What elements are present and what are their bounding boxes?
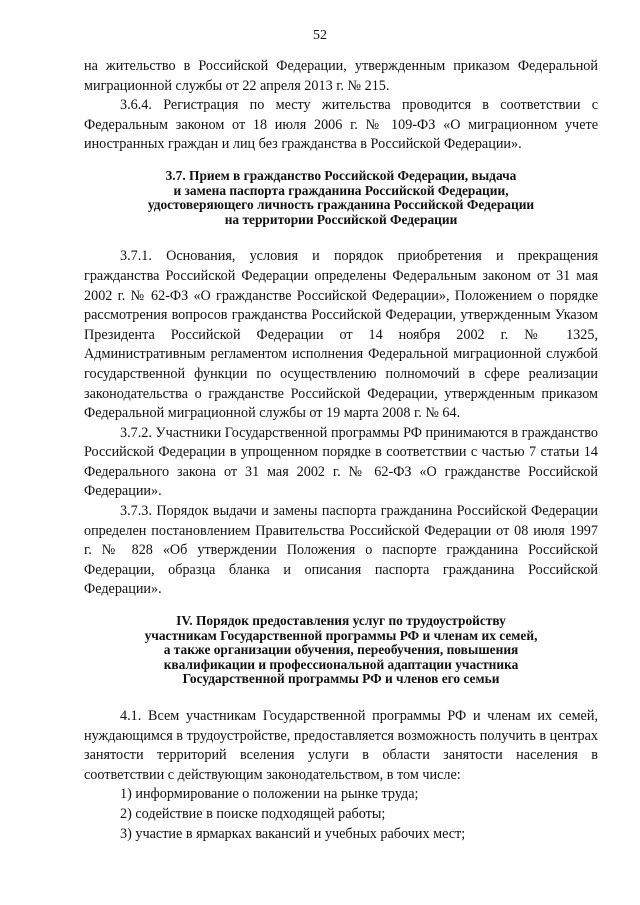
list-item: 3) участие в ярмарках вакансий и учебных рабочих мест; (120, 825, 466, 842)
heading-line: Государственной программы РФ и членов его семьи (182, 671, 500, 687)
heading-line: участникам Государственной программы РФ и членам их семей, (144, 627, 538, 643)
paragraph-3-7-2: 3.7.2. Участники Государственной программы РФ принимаются в гражданство Российской Федерации в упрощенном порядке в соответствии с частью 7 статьи 14 Федерального закона от 31 мая 2002 г. № 62-ФЗ «О гражданстве Российской Федерации». (84, 424, 598, 500)
heading-line: а также организации обучения, переобучения, повышения (163, 642, 519, 658)
page-number: 52 (313, 28, 327, 43)
paragraph-3-7-1: 3.7.1. Основания, условия и порядок приобретения и прекращения гражданства Российской Федерации определены Федеральным законом от 31 мая 2002 г. № 62-ФЗ «О гражданстве Российской Федерации», Положением о порядке рассмотрения вопросов гражданства Российской Федерации, утвержденным Указом Президента Российской Федерации от 14 ноября 2002 г. № 1325, Административным регламентом исполнения Федеральной миграционной службой государственной функции по осуществлению полномочий в сфере реализации законодательства о гражданстве Российской Федерации, утвержденным приказом Федеральной миграционной службы от 19 марта 2008 г. № 64. (84, 248, 598, 422)
document-body (84, 57, 598, 844)
paragraph-continuation: на жительство в Российской Федерации, утвержденным приказом Федеральной миграционной службы от 22 апреля 2013 г. № 215. (84, 58, 598, 94)
section-heading-3-7 (84, 169, 598, 227)
heading-line: квалификации и профессиональной адаптации участника (163, 656, 519, 672)
section-heading-4 (84, 614, 598, 687)
heading-line: 3.7. Прием в гражданство Российской Федерации, выдача (165, 167, 517, 183)
heading-line: IV. Порядок предоставления услуг по трудоустройству (176, 613, 506, 629)
heading-line: и замена паспорта гражданина Российской Федерации, (173, 182, 509, 198)
paragraph-4-1: 4.1. Всем участникам Государственной программы РФ и членам их семей, нуждающимся в трудоустройстве, предоставляется возможность получить в центрах занятости территорий вселения услуги в области занятости населения в соответствии с действующим законодательством, в том числе: (84, 708, 598, 783)
list-item: 1) информирование о положении на рынке труда; (120, 786, 419, 803)
paragraph-3-7-3: 3.7.3. Порядок выдачи и замены паспорта гражданина Российской Федерации определен постановлением Правительства Российской Федерации от 08 июля 1997 г. № 828 «Об утверждении Положения о паспорте гражданина Российской Федерации, образца бланка и описания паспорта гражданина Российской Федерации». (84, 503, 598, 598)
heading-line: на территории Российской Федерации (224, 211, 458, 227)
paragraph-3-6-4: 3.6.4. Регистрация по месту жительства проводится в соответствии с Федеральным законом от 18 июля 2006 г. № 109-ФЗ «О миграционном учете иностранных граждан и лиц без гражданства в Российской Федерации». (84, 97, 598, 153)
list-item: 2) содействие в поиске подходящей работы; (120, 805, 386, 822)
heading-line: удостоверяющего личность гражданина Российской Федерации (147, 197, 535, 213)
